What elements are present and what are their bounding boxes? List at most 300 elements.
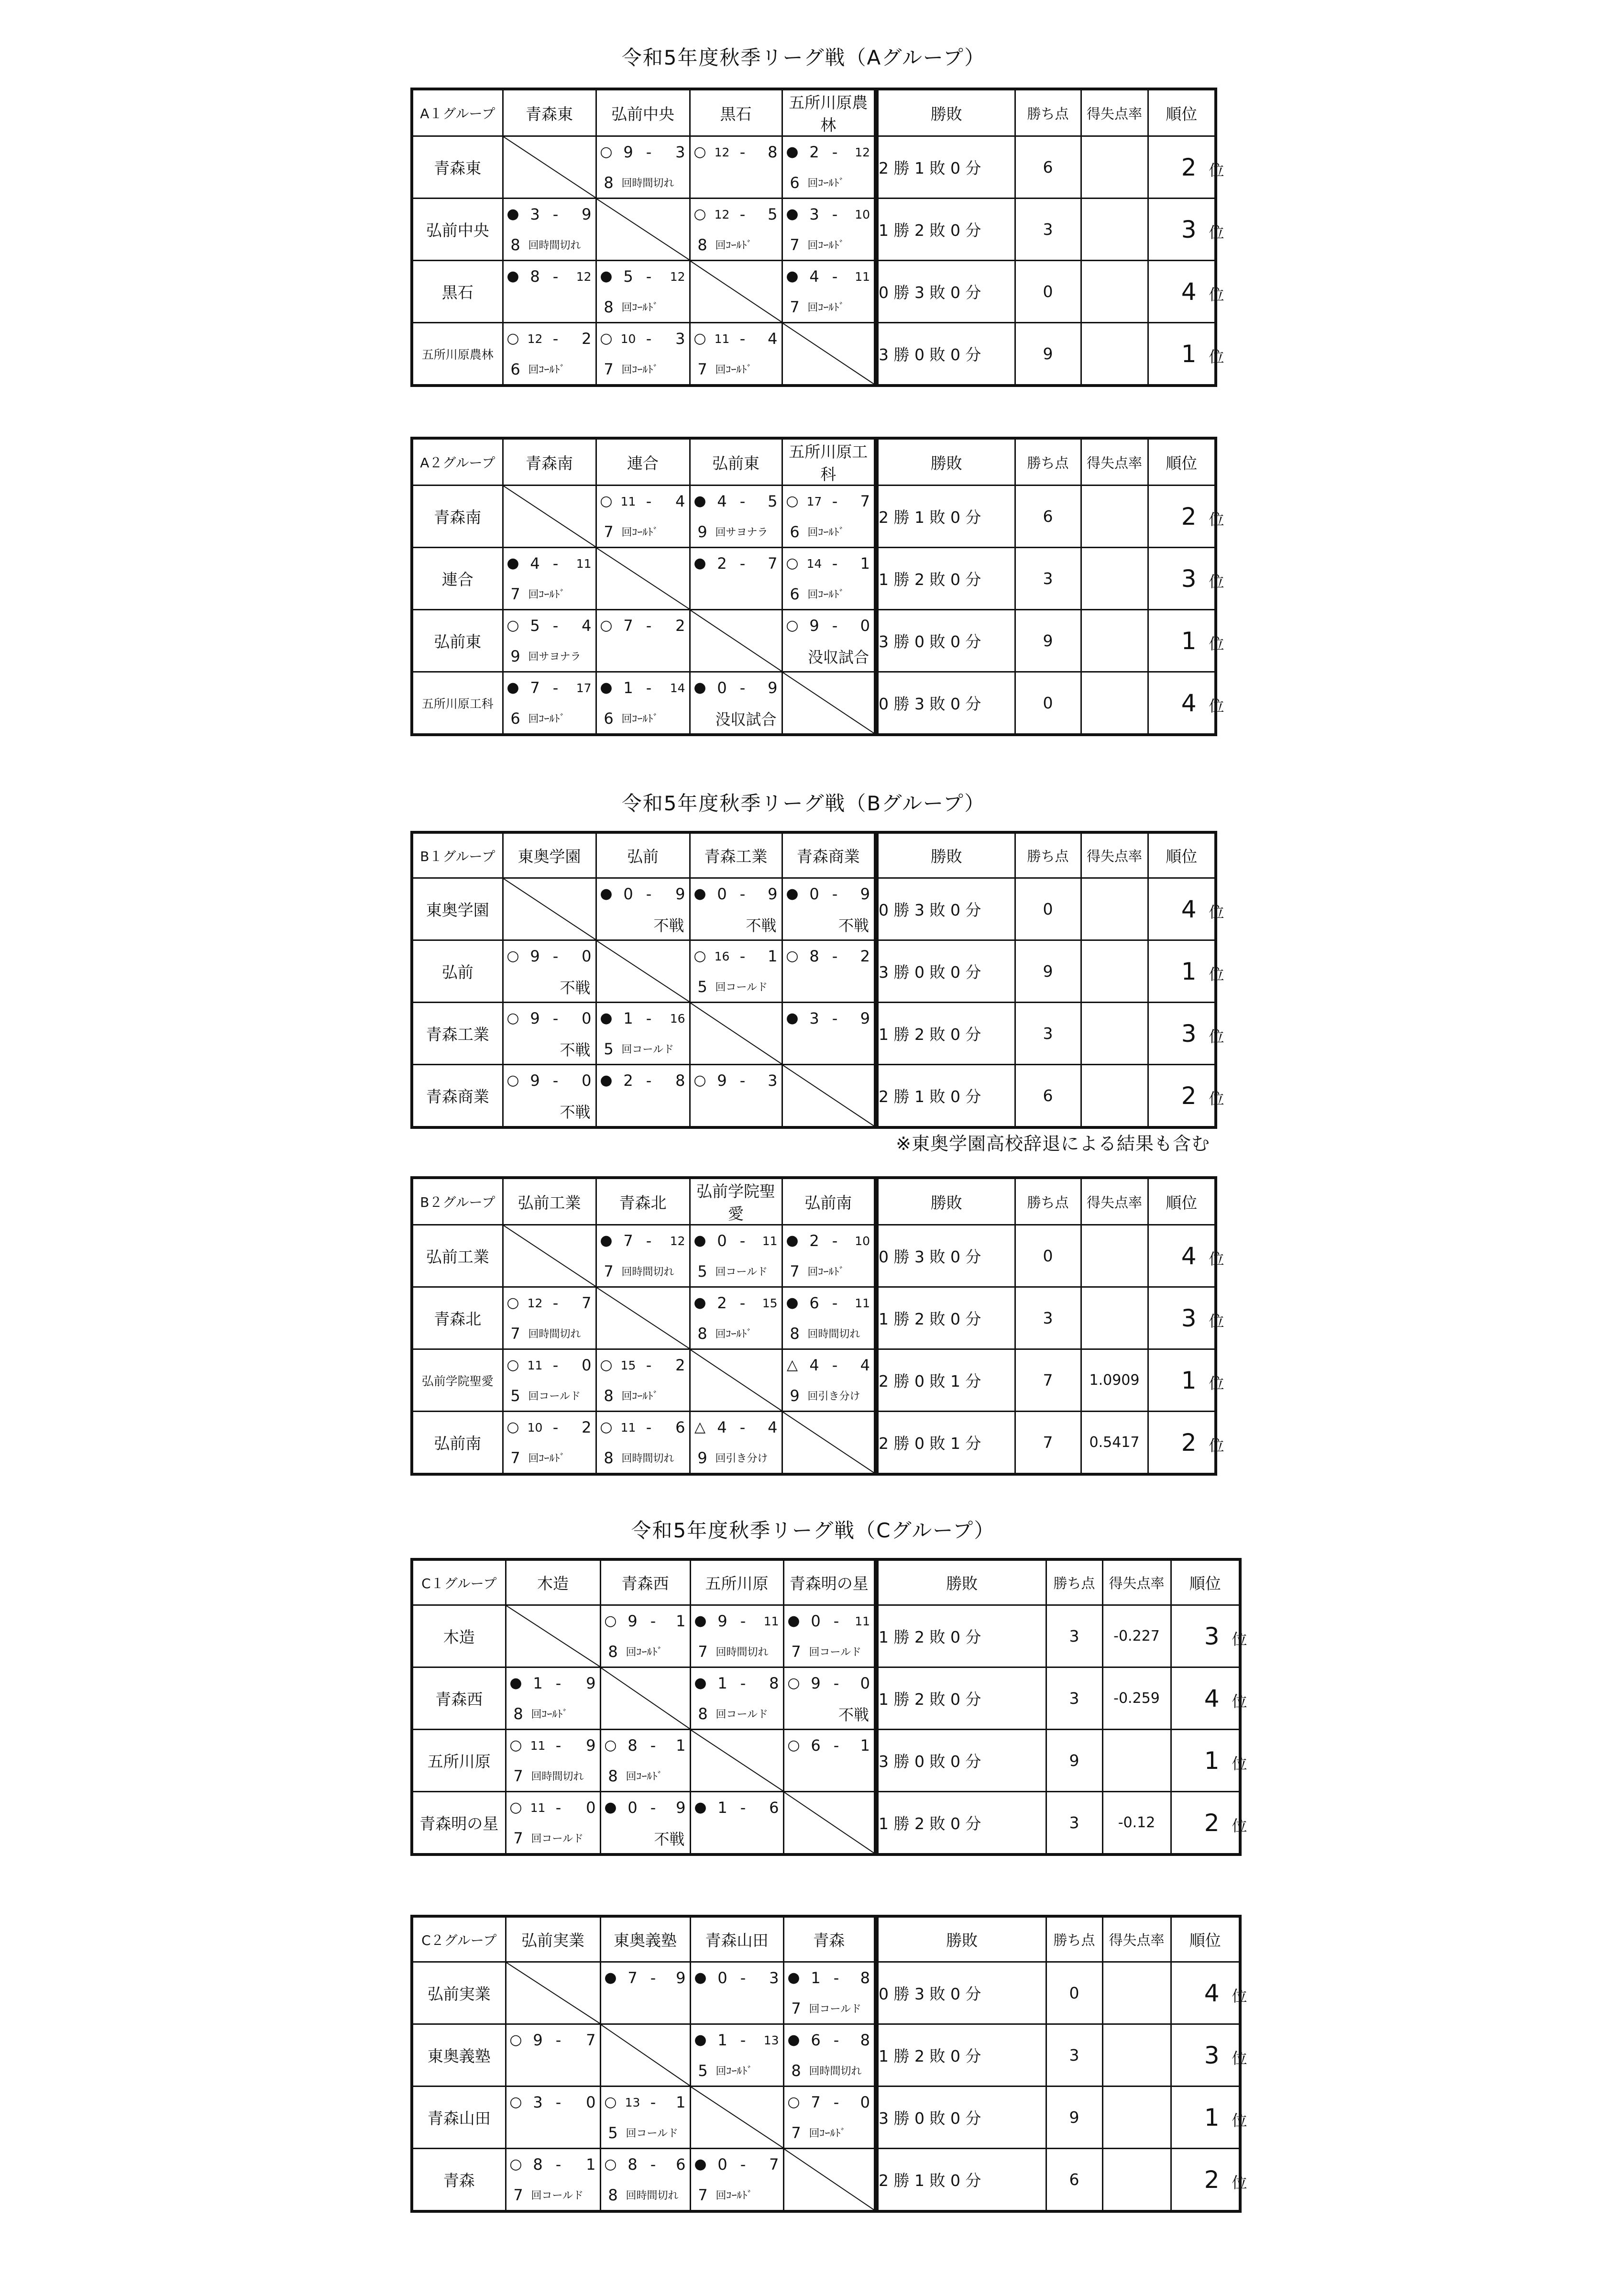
score-dash: -: [739, 143, 746, 161]
header-rank: 順位: [1171, 1559, 1240, 1605]
team-column-header: 青森明の星: [783, 1559, 876, 1605]
score-dash: -: [646, 1232, 652, 1250]
score-against: 7: [582, 1294, 592, 1312]
game-note: 回コールド: [531, 2190, 584, 2202]
rank-suffix: 位: [1232, 1630, 1247, 1648]
match-result: [690, 878, 782, 940]
score-against: 11: [855, 1296, 870, 1310]
loss-mark-icon: ●: [506, 555, 519, 572]
innings: 8: [697, 235, 707, 254]
innings: 7: [513, 1766, 523, 1785]
game-note: 回ｺｰﾙﾄﾞ: [807, 302, 845, 314]
match-score: [504, 1065, 595, 1096]
score-against: 7: [769, 2155, 779, 2174]
rank-number: 4: [1181, 1242, 1197, 1270]
game-note: 回ｺｰﾙﾄﾞ: [621, 713, 659, 725]
innings: 5: [697, 977, 707, 996]
innings: 8: [608, 1766, 618, 1785]
match-result: [503, 940, 596, 1003]
score-for: 3: [809, 205, 819, 223]
match-score: [601, 2087, 690, 2118]
match-result: [506, 1730, 600, 1792]
rank-number: 1: [1204, 1746, 1220, 1775]
table-row: [412, 136, 1216, 199]
score-against: 8: [768, 143, 778, 161]
game-note: 回ｺｰﾙﾄﾞ: [715, 2190, 753, 2202]
loss-mark-icon: ●: [694, 1675, 707, 1691]
game-note: 回時間切れ: [626, 2190, 679, 2202]
diagonal-line: [691, 2087, 783, 2148]
standing-rank: [1148, 1349, 1224, 1412]
score-dash: -: [833, 1612, 839, 1630]
rank-suffix: 位: [1232, 1754, 1247, 1773]
match-detail: [783, 230, 874, 260]
match-score: [691, 2149, 783, 2180]
win-mark-icon: ○: [693, 1072, 706, 1089]
game-note: 不戦: [653, 916, 684, 935]
match-detail: [597, 1380, 689, 1411]
game-note: 不戦: [654, 1830, 685, 1848]
match-detail: [601, 1823, 690, 1853]
score-against: 10: [855, 207, 870, 221]
match-score: [691, 199, 781, 230]
match-score: [597, 261, 689, 292]
standing-rank: [1171, 1605, 1247, 1667]
header-record: 勝敗: [876, 1559, 1046, 1605]
match-score: [691, 941, 781, 971]
match-score: [504, 1412, 595, 1443]
run-ratio: [1102, 1730, 1171, 1792]
team-column-header: 弘前中央: [596, 89, 690, 136]
score-dash: -: [646, 617, 652, 635]
self-match-diagonal: [503, 878, 596, 940]
standing-rank: [1148, 878, 1224, 940]
match-result: [690, 2024, 783, 2086]
match-detail: [506, 1699, 600, 1729]
score-against: 0: [582, 1071, 592, 1090]
score-for: 11: [527, 1358, 543, 1372]
standing-rank: [1148, 1065, 1224, 1128]
self-match-diagonal: [690, 2086, 783, 2149]
table-row: [412, 323, 1216, 386]
table-row: [412, 610, 1216, 672]
match-result: [596, 1412, 690, 1475]
score-against: 2: [675, 1356, 685, 1374]
diagonal-line: [691, 1003, 781, 1064]
win-points: 6: [1046, 2149, 1102, 2212]
rank-number: 2: [1181, 1428, 1197, 1457]
win-points: 6: [1015, 1065, 1081, 1128]
match-score: [506, 1668, 600, 1699]
team-row-name: 青森明の星: [412, 1792, 506, 1855]
score-against: 0: [586, 1799, 596, 1817]
diagonal-line: [506, 1963, 600, 2023]
run-ratio: [1081, 261, 1148, 323]
match-result: [690, 1962, 783, 2024]
game-note: 回サヨナラ: [715, 527, 768, 539]
standing-rank: [1148, 1412, 1224, 1475]
win-mark-icon: ○: [787, 1737, 800, 1754]
score-for: 4: [809, 1356, 819, 1374]
innings: 8: [698, 1704, 708, 1723]
win-mark-icon: ○: [604, 1612, 617, 1629]
score-for: 7: [811, 2093, 821, 2111]
run-ratio: [1081, 1065, 1148, 1128]
match-result: [690, 1792, 783, 1855]
rank-suffix: 位: [1209, 965, 1224, 983]
team-column-header: 木造: [506, 1559, 600, 1605]
score-against: 0: [586, 2093, 596, 2111]
match-score: [506, 1730, 600, 1761]
score-dash: -: [740, 1969, 746, 1987]
match-score: [504, 199, 595, 230]
table-row: [412, 1792, 1240, 1855]
team-column-header: 東奥学園: [503, 832, 596, 878]
header-row: [412, 438, 1216, 486]
score-against: 11: [762, 1234, 778, 1248]
score-for: 11: [530, 1800, 546, 1815]
score-for: 9: [809, 617, 819, 635]
self-match-diagonal: [690, 261, 782, 323]
innings: 7: [604, 360, 614, 378]
match-result: [782, 1003, 876, 1065]
match-score: [691, 1225, 781, 1256]
run-ratio: [1081, 940, 1148, 1003]
match-detail: [504, 1096, 595, 1126]
score-for: 6: [809, 1294, 819, 1312]
match-score: [597, 1003, 689, 1034]
score-against: 9: [586, 1674, 596, 1692]
loss-mark-icon: ●: [604, 1799, 617, 1816]
note-b1: ※東奥学園高校辞退による結果も含む: [896, 1133, 1210, 1154]
rank-suffix: 位: [1209, 285, 1224, 304]
match-detail: [597, 1034, 689, 1064]
innings: 8: [697, 1324, 707, 1343]
win-mark-icon: ○: [509, 1799, 522, 1816]
self-match-diagonal: [782, 323, 876, 386]
standing-rank: [1148, 1225, 1224, 1287]
score-dash: -: [650, 2155, 656, 2174]
game-note: 回引き分け: [715, 1453, 768, 1465]
game-note: 回ｺｰﾙﾄﾞ: [807, 589, 845, 601]
score-dash: -: [739, 1071, 746, 1090]
match-detail: [504, 641, 595, 671]
header-record: 勝敗: [876, 89, 1015, 136]
score-for: 16: [714, 949, 730, 963]
header-row: [412, 89, 1216, 136]
game-note: 回ｺｰﾙﾄﾞ: [626, 1646, 663, 1658]
score-dash: -: [552, 1356, 559, 1374]
innings: 7: [791, 1642, 801, 1661]
group-label: B２グループ: [412, 1178, 503, 1225]
score-for: 1: [623, 1009, 633, 1027]
score-for: 9: [811, 1674, 821, 1692]
score-for: 1: [533, 1674, 543, 1692]
score-dash: -: [646, 1418, 652, 1436]
self-match-diagonal: [600, 1667, 690, 1730]
win-points: 3: [1046, 2024, 1102, 2086]
rank-number: 1: [1181, 957, 1197, 985]
standing-rank: [1171, 1667, 1247, 1730]
match-result: [596, 1349, 690, 1412]
match-detail: [597, 167, 689, 198]
loss-mark-icon: ●: [694, 1612, 707, 1629]
loss-mark-icon: ●: [506, 268, 519, 285]
table-row: [412, 1962, 1240, 2024]
team-row-name: 木造: [412, 1605, 506, 1667]
standing-rank: [1148, 486, 1224, 548]
match-detail: [506, 2180, 600, 2210]
score-against: 9: [675, 885, 685, 903]
self-match-diagonal: [690, 1349, 782, 1412]
run-ratio: [1081, 199, 1148, 261]
match-result: [782, 136, 876, 199]
loss-mark-icon: ●: [600, 268, 613, 285]
score-for: 8: [530, 267, 540, 286]
game-note: 回ｺｰﾙﾄﾞ: [807, 527, 845, 539]
table-row: [412, 1349, 1216, 1412]
score-dash: -: [650, 1969, 656, 1987]
match-score: [597, 610, 689, 641]
table-row: [412, 548, 1216, 610]
match-detail: [783, 517, 874, 547]
innings: 7: [510, 585, 520, 603]
score-against: 12: [576, 269, 592, 284]
diagonal-line: [691, 1730, 783, 1791]
win-mark-icon: ○: [600, 617, 613, 634]
team-row-name: 青森: [412, 2149, 506, 2212]
match-score: [691, 1412, 781, 1443]
innings: 9: [510, 647, 520, 665]
rank-number: 4: [1181, 895, 1197, 923]
match-result: [600, 2086, 690, 2149]
score-for: 0: [627, 1799, 638, 1817]
win-mark-icon: ○: [786, 948, 799, 964]
table-row: [412, 672, 1216, 735]
match-score: [691, 323, 781, 354]
match-detail: [504, 703, 595, 733]
match-score: [597, 673, 689, 703]
score-for: 8: [627, 1736, 638, 1755]
win-loss-record: 3 勝 0 敗 0 分: [876, 1730, 1046, 1792]
self-match-diagonal: [783, 1792, 876, 1855]
loss-mark-icon: ●: [506, 206, 519, 222]
score-dash: -: [739, 492, 746, 510]
match-detail: [504, 1443, 595, 1473]
team-column-header: 東奥義塾: [600, 1916, 690, 1962]
loss-mark-icon: ●: [600, 1010, 613, 1027]
game-note: 回ｺｰﾙﾄﾞ: [809, 2128, 846, 2140]
rank-suffix: 位: [1209, 1089, 1224, 1108]
diagonal-line: [506, 1606, 600, 1667]
match-detail: [783, 1256, 874, 1286]
loss-mark-icon: ●: [786, 1294, 799, 1311]
match-score: [691, 879, 781, 909]
score-against: 4: [675, 492, 685, 510]
score-against: 7: [586, 2031, 596, 2049]
score-against: 1: [768, 947, 778, 965]
win-mark-icon: ○: [506, 1357, 519, 1373]
match-detail: [784, 1636, 874, 1667]
team-column-header: 青森: [783, 1916, 876, 1962]
score-for: 6: [811, 1736, 821, 1755]
innings: 7: [513, 2186, 523, 2204]
score-dash: -: [552, 205, 559, 223]
rank-suffix: 位: [1232, 2111, 1247, 2130]
standing-rank: [1148, 1287, 1224, 1349]
score-against: 3: [675, 143, 685, 161]
score-for: 13: [625, 2095, 640, 2109]
team-row-name: 五所川原工科: [412, 672, 503, 735]
table-row: [412, 940, 1216, 1003]
score-dash: -: [650, 1736, 656, 1755]
score-against: 4: [768, 330, 778, 348]
table-row: [412, 2149, 1240, 2212]
loss-mark-icon: ●: [693, 1294, 706, 1311]
team-row-name: 連合: [412, 548, 503, 610]
match-score: [783, 1225, 874, 1256]
game-note: 回ｺｰﾙﾄﾞ: [715, 2065, 753, 2077]
innings: 8: [604, 173, 614, 192]
win-loss-record: 0 勝 3 敗 0 分: [876, 1225, 1015, 1287]
team-row-name: 五所川原: [412, 1730, 506, 1792]
score-against: 0: [582, 1009, 592, 1027]
innings: 8: [608, 2186, 618, 2204]
match-detail: [504, 230, 595, 260]
score-for: 12: [714, 207, 730, 221]
match-score: [691, 1606, 783, 1636]
match-detail: [597, 1443, 689, 1473]
match-detail: [784, 2118, 874, 2148]
score-for: 11: [530, 1738, 546, 1753]
win-loss-record: 1 勝 2 敗 0 分: [876, 1287, 1015, 1349]
self-match-diagonal: [596, 1287, 690, 1349]
score-dash: -: [740, 2155, 746, 2174]
win-loss-record: 0 勝 3 敗 0 分: [876, 261, 1015, 323]
win-mark-icon: ○: [604, 2156, 617, 2173]
league-table: [410, 1176, 1224, 1476]
run-ratio: [1081, 548, 1148, 610]
standing-rank: [1171, 1962, 1247, 2024]
match-detail: [504, 971, 595, 1002]
self-match-diagonal: [506, 1962, 600, 2024]
score-for: 0: [717, 1969, 727, 1987]
match-result: [782, 1349, 876, 1412]
innings: 8: [791, 2061, 801, 2080]
score-for: 7: [623, 617, 633, 635]
match-result: [690, 486, 782, 548]
self-match-diagonal: [506, 1605, 600, 1667]
win-points: 3: [1046, 1605, 1102, 1667]
self-match-diagonal: [596, 199, 690, 261]
match-result: [782, 199, 876, 261]
header-points: 勝ち点: [1046, 1559, 1102, 1605]
match-score: [783, 1288, 874, 1318]
game-note: 不戦: [838, 1705, 869, 1724]
win-loss-record: 1 勝 2 敗 0 分: [876, 1792, 1046, 1855]
title-group-b: 令和5年度秋季リーグ戦（Bグループ）: [621, 792, 986, 815]
rank-number: 2: [1181, 502, 1197, 530]
match-score: [783, 1350, 874, 1380]
match-score: [691, 1668, 783, 1699]
diagonal-line: [597, 1288, 689, 1348]
loss-mark-icon: ●: [787, 1969, 800, 1986]
score-dash: -: [646, 330, 652, 348]
group-label: C２グループ: [412, 1916, 506, 1962]
score-for: 9: [627, 1612, 638, 1630]
match-result: [690, 136, 782, 199]
win-mark-icon: ○: [786, 555, 799, 572]
loss-mark-icon: ●: [693, 493, 706, 509]
score-dash: -: [740, 1612, 746, 1630]
match-score: [691, 673, 781, 703]
header-record: 勝敗: [876, 438, 1015, 486]
match-result: [600, 1792, 690, 1855]
score-against: 12: [670, 269, 685, 284]
team-row-name: 弘前南: [412, 1412, 503, 1475]
header-ratio: 得失点率: [1081, 89, 1148, 136]
win-points: 3: [1015, 548, 1081, 610]
team-column-header: 連合: [596, 438, 690, 486]
match-detail: [601, 1761, 690, 1791]
score-for: 9: [530, 1071, 540, 1090]
table-row: [412, 1667, 1240, 1730]
header-points: 勝ち点: [1015, 89, 1081, 136]
header-rank: 順位: [1148, 89, 1216, 136]
score-for: 8: [809, 947, 819, 965]
team-row-name: 青森工業: [412, 1003, 503, 1065]
run-ratio: [1081, 136, 1148, 199]
win-points: 6: [1015, 136, 1081, 199]
loss-mark-icon: ●: [693, 555, 706, 572]
rank-number: 3: [1181, 215, 1197, 243]
score-dash: -: [552, 947, 559, 965]
score-dash: -: [832, 143, 838, 161]
rank-number: 4: [1181, 277, 1197, 306]
match-score: [506, 1792, 600, 1823]
score-for: 1: [623, 679, 633, 697]
standing-rank: [1148, 610, 1224, 672]
innings: 7: [510, 1448, 520, 1467]
win-points: 3: [1015, 199, 1081, 261]
score-for: 8: [627, 2155, 638, 2174]
score-dash: -: [740, 1799, 746, 1817]
rank-number: 2: [1204, 1809, 1220, 1837]
rank-number: 4: [1204, 1979, 1220, 2007]
header-row: [412, 832, 1216, 878]
innings: 8: [604, 1448, 614, 1467]
score-for: 1: [811, 1969, 821, 1987]
match-detail: [597, 517, 689, 547]
score-dash: -: [646, 492, 652, 510]
match-score: [597, 323, 689, 354]
team-row-name: 東奥学園: [412, 878, 503, 940]
score-dash: -: [832, 554, 838, 573]
win-points: 0: [1015, 672, 1081, 735]
match-detail: [504, 1034, 595, 1064]
game-note: 回コールド: [621, 1044, 674, 1056]
score-against: 0: [582, 947, 592, 965]
match-score: [783, 548, 874, 579]
rank-suffix: 位: [1209, 347, 1224, 366]
match-detail: [783, 167, 874, 198]
score-against: 10: [855, 1234, 870, 1248]
score-against: 8: [675, 1071, 685, 1090]
match-score: [784, 1606, 874, 1636]
score-for: 9: [530, 947, 540, 965]
score-against: 11: [855, 1614, 870, 1628]
score-against: 2: [582, 330, 592, 348]
